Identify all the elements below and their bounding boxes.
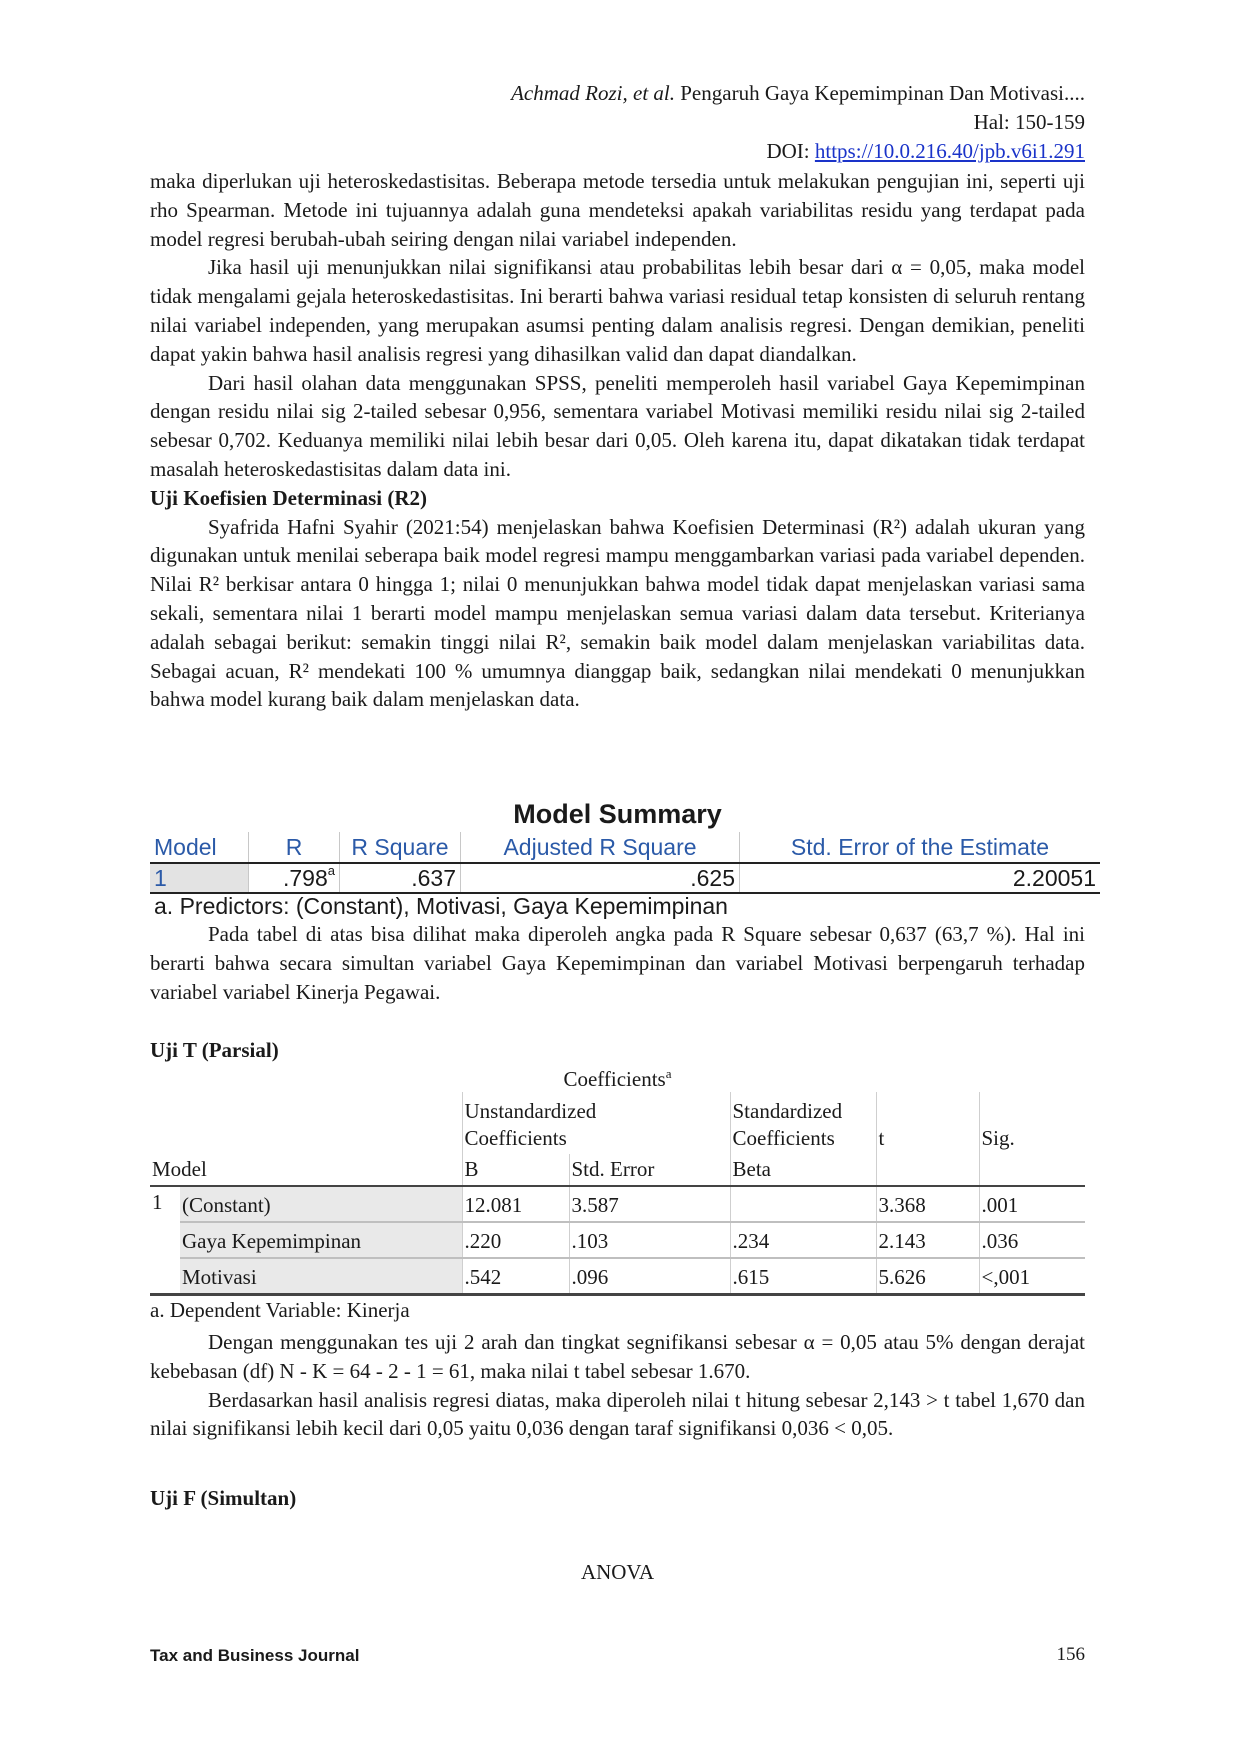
paragraph: Syafrida Hafni Syahir (2021:54) menjelaskan bahwa Koefisien Determinasi (R²) adalah ukuran yang digunakan untuk menilai seberapa baik model regresi mampu menggambarkan variasi pada variabel dependen. Nilai R² berkisar antara 0 hingga 1; nilai 0 menunjukkan bahwa model tidak dapat menjelaskan variasi sama sekali, sementara nilai 1 berarti model mampu menjelaskan semua variasi dalam data tersebut. Kriterianya adalah sebagai berikut: semakin tinggi nilai R², semakin baik model dalam menjelaskan variabilitas data. Sebagai acuan, R² mendekati 100 % umumnya dianggap baik, sedangkan nilai mendekati 0 menunjukkan bahwa model kurang baik dalam menjelaskan data. (150, 514, 1085, 712)
model-summary-table (150, 832, 1100, 894)
col-header-sig: Sig. (979, 1092, 1085, 1154)
col-header-model: Model (152, 1157, 207, 1181)
coefficients-title: Coefficients$^a$ (563, 1066, 672, 1091)
section-heading-f: Uji F (Simultan) (150, 1486, 297, 1510)
cell-model: 1 (150, 863, 249, 893)
cell-b: .542 (462, 1258, 569, 1295)
paragraph: Dari hasil olahan data menggunakan SPSS, peneliti memperoleh hasil variabel Gaya Kepemimpinan dengan residu nilai sig 2-tailed sebesar 0,956, sementara variabel Motivasi memiliki residu nilai sig 2-tailed sebesar 0,702. Keduanya memiliki nilai lebih besar dari 0,05. Oleh karena itu, dapat dikatakan tidak terdapat masalah heteroskedastisitas dalam data ini. (150, 370, 1085, 481)
paragraph: maka diperlukan uji heteroskedastisitas. Beberapa metode tersedia untuk melakukan pengujian ini, seperti uji rho Spearman. Metode ini tujuannya adalah guna mendeteksi apakah variabilitas residu yang terdapat pada model regresi berubah-ubah seiring dengan nilai variabel independen. (150, 169, 1085, 251)
cell-t: 3.368 (876, 1186, 979, 1222)
model-summary-note: a. Predictors: (Constant), Motivasi, Gaya Kepemimpinan (154, 893, 728, 919)
header-pages: Hal: 150-159 (973, 110, 1085, 134)
coefficients-table (150, 1092, 1085, 1296)
cell-beta: .234 (730, 1222, 876, 1258)
cell-b: .220 (462, 1222, 569, 1258)
anova-title: ANOVA (580, 1560, 655, 1584)
doi-label: DOI: (766, 139, 810, 163)
paragraph: Jika hasil uji menunjukkan nilai signifikansi atau probabilitas lebih besar dari α = 0,05, maka model tidak mengalami gejala heteroskedastisitas. Ini berarti bahwa variasi residual tetap konsisten di seluruh rentang nilai variabel independen, yang merupakan asumsi penting dalam analisis regresi. Dengan demikian, peneliti dapat yakin bahwa hasil analisis regresi yang dihasilkan valid dan dapat diandalkan. (150, 255, 1085, 366)
cell-variable: Motivasi (180, 1258, 462, 1295)
cell-beta (730, 1186, 876, 1222)
col-header-b: B (462, 1154, 569, 1186)
cell-std-error: .096 (569, 1258, 730, 1295)
col-header-std-error: Std. Error (569, 1154, 730, 1186)
header-title: Pengaruh Gaya Kepemimpinan Dan Motivasi.... (680, 81, 1085, 105)
header-author: Achmad Rozi, (511, 81, 628, 105)
paragraph: Berdasarkan hasil analisis regresi diatas, maka diperoleh nilai t hitung sebesar 2,143 > t tabel 1,670 dan nilai signifikansi lebih kecil dari 0,05 yaitu 0,036 dengan taraf signifikansi 0,036 < 0,05. (150, 1387, 1085, 1441)
table-row (150, 1258, 1085, 1295)
table-subheader-row (150, 1154, 1085, 1186)
cell-adj-r-square: .625 (461, 863, 740, 893)
table-header-row (150, 832, 1100, 863)
footer-journal-name: Tax and Business Journal (150, 1646, 360, 1665)
model-summary-title: Model Summary (513, 799, 722, 829)
col-header-r: R (249, 832, 340, 863)
cell-std-error: 2.20051 (740, 863, 1101, 893)
section-heading-r2: Uji Koefisien Determinasi (R2) (150, 485, 428, 510)
paragraph: Dengan menggunakan tes uji 2 arah dan tingkat segnifikansi sebesar α = 0,05 atau 5% dengan derajat kebebasan (df) N - K = 64 - 2 - 1 = 61, maka nilai t tabel sebesar 1.670. (150, 1330, 1085, 1383)
col-header-unstandardized: Unstandardized Coefficients (462, 1092, 730, 1154)
cell-beta: .615 (730, 1258, 876, 1295)
cell-sig: <,001 (979, 1258, 1085, 1295)
header-doi (766, 136, 1085, 166)
running-header (511, 78, 1085, 108)
table-row (150, 863, 1100, 893)
section-heading-f-wrap (150, 1484, 1085, 1513)
cell-b: 12.081 (462, 1186, 569, 1222)
col-header-r-square: R Square (340, 832, 461, 863)
footnote-marker: a (327, 862, 335, 878)
table-row (150, 1186, 1085, 1222)
cell-r-square: .637 (340, 863, 461, 893)
col-header-standardized: Standardized Coefficients (730, 1092, 876, 1154)
coefficients-note: a. Dependent Variable: Kinerja (150, 1298, 410, 1322)
col-header-beta: Beta (730, 1154, 876, 1186)
section-heading-t: Uji T (Parsial) (150, 1038, 279, 1062)
cell-std-error: 3.587 (569, 1186, 730, 1222)
cell-variable: Gaya Kepemimpinan (180, 1222, 462, 1258)
cell-variable: (Constant) (180, 1186, 462, 1222)
body-section-2 (150, 920, 1085, 1006)
header-et-al: et al. (633, 81, 675, 105)
cell-t: 2.143 (876, 1222, 979, 1258)
cell-sig: .001 (979, 1186, 1085, 1222)
cell-t: 5.626 (876, 1258, 979, 1295)
cell-sig: .036 (979, 1222, 1085, 1258)
footer-page-number: 156 (1056, 1644, 1085, 1665)
section-heading-t-wrap (150, 1036, 1085, 1065)
col-header-model: Model (150, 832, 249, 863)
cell-r: .798$^a$ (249, 863, 340, 893)
col-header-t: t (876, 1092, 979, 1154)
col-header-std-error: Std. Error of the Estimate (740, 832, 1101, 863)
doi-link[interactable]: https://10.0.216.40/jpb.v6i1.291 (814, 139, 1085, 163)
col-header-adj-r-square: Adjusted R Square (461, 832, 740, 863)
paragraph: Pada tabel di atas bisa dilihat maka diperoleh angka pada R Square sebesar 0,637 (63,7 %). Hal ini berarti bahwa secara simultan variabel Gaya Kepemimpinan dan variabel Motivasi berpengaruh terhadap variabel variabel Kinerja Pegawai. (150, 922, 1085, 1004)
table-row (150, 1222, 1085, 1258)
footnote-marker: a (665, 1066, 672, 1081)
cell-model-number: 1 (150, 1186, 180, 1295)
body-section-3 (150, 1328, 1085, 1443)
table-header-row (150, 1092, 1085, 1154)
body-section-1 (150, 167, 1085, 714)
cell-std-error: .103 (569, 1222, 730, 1258)
